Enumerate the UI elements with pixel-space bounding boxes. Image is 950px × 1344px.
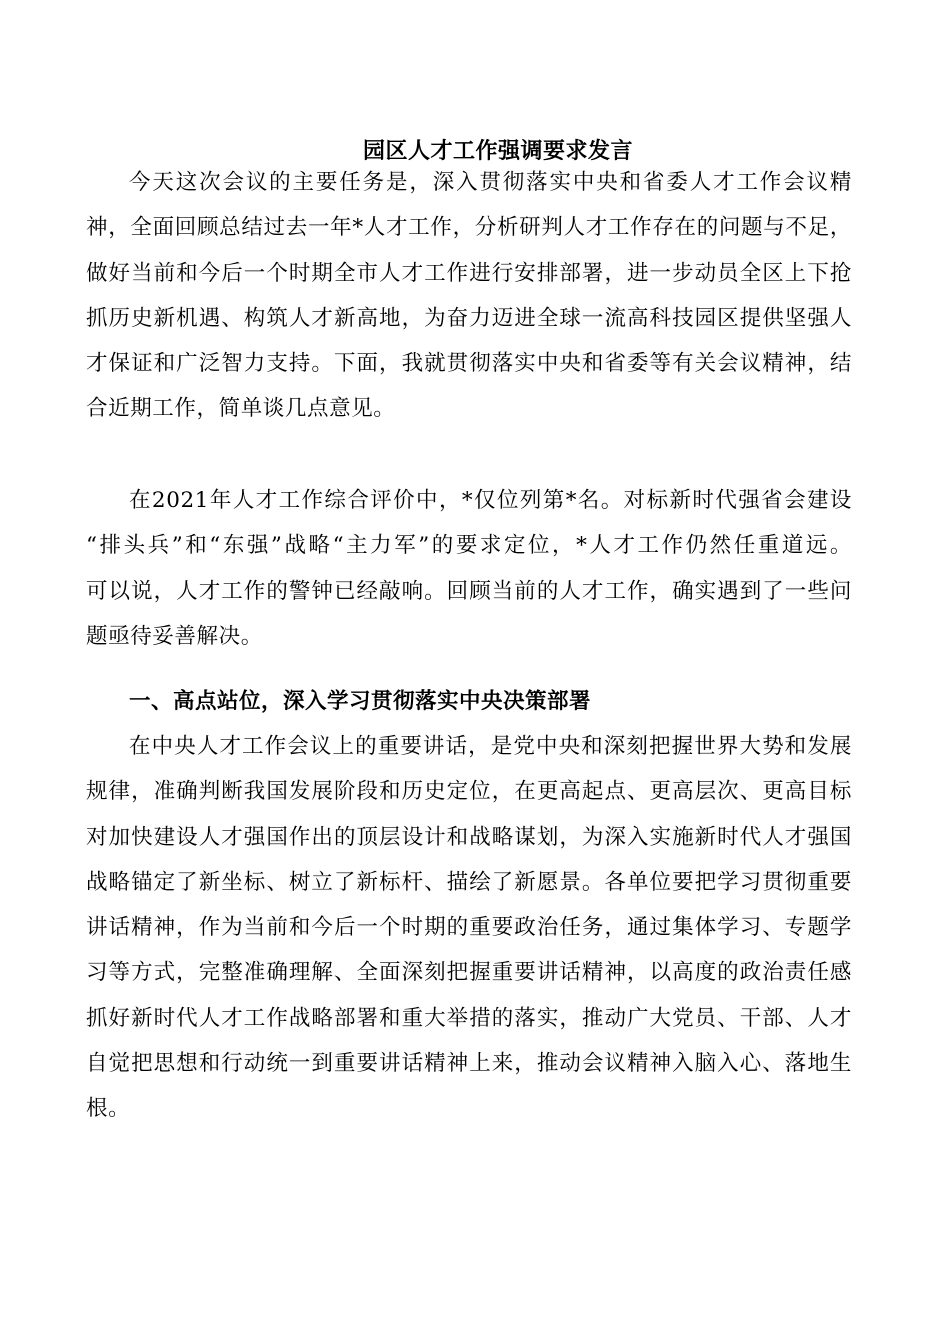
- paragraph-intro: [86, 160, 852, 432]
- document-title: 园区人才工作强调要求发言: [362, 138, 633, 164]
- paragraph-line: 神，全面回顾总结过去一年*人才工作，分析研判人才工作存在的问题与不足，: [86, 215, 852, 241]
- paragraph-line: 题亟待妥善解决。: [86, 623, 263, 649]
- paragraph-line: 在中央人才工作会议上的重要讲话，是党中央和深刻把握世界大势和发展: [129, 734, 852, 759]
- paragraph-line: 讲话精神，作为当前和今后一个时期的重要政治任务，通过集体学习、专题学: [86, 915, 852, 941]
- paragraph-line: 今天这次会议的主要任务是，深入贯彻落实中央和省委人才工作会议精: [129, 170, 852, 195]
- paragraph-line: 做好当前和今后一个时期全市人才工作进行安排部署，进一步动员全区上下抢: [86, 260, 852, 286]
- paragraph-line: 合近期工作，简单谈几点意见。: [86, 396, 396, 422]
- paragraph-evaluation: [86, 478, 852, 659]
- paragraph-section-one: [86, 724, 852, 1132]
- paragraph-line: 规律，准确判断我国发展阶段和历史定位，在更高起点、更高层次、更高目标: [86, 779, 852, 805]
- paragraph-line: 抓好新时代人才工作战略部署和重大举措的落实，推动广大党员、干部、人才: [86, 1005, 852, 1031]
- paragraph-line: 才保证和广泛智力支持。下面，我就贯彻落实中央和省委等有关会议精神，结: [86, 351, 852, 377]
- paragraph-line: 对加快建设人才强国作出的顶层设计和战略谋划，为深入实施新时代人才强国: [86, 824, 852, 850]
- paragraph-line: 可以说，人才工作的警钟已经敲响。回顾当前的人才工作，确实遇到了一些问: [86, 578, 852, 604]
- paragraph-line: 自觉把思想和行动统一到重要讲话精神上来，推动会议精神入脑入心、落地生: [86, 1051, 852, 1077]
- paragraph-line: 习等方式，完整准确理解、全面深刻把握重要讲话精神，以高度的政治责任感: [86, 960, 852, 986]
- paragraph-line: 战略锚定了新坐标、树立了新标杆、描绘了新愿景。各单位要把学习贯彻重要: [86, 869, 852, 895]
- paragraph-line: “排头兵”和“东强”战略“主力军”的要求定位，*人才工作仍然任重道远。: [86, 533, 852, 559]
- paragraph-line: 在2021年人才工作综合评价中，*仅位列第*名。对标新时代强省会建设: [129, 488, 852, 513]
- paragraph-line: 根。: [86, 1096, 131, 1122]
- section-heading: 一、高点站位，深入学习贯彻落实中央决策部署: [129, 689, 592, 714]
- paragraph-line: 抓历史新机遇、构筑人才新高地，为奋力迈进全球一流高科技园区提供坚强人: [86, 305, 852, 331]
